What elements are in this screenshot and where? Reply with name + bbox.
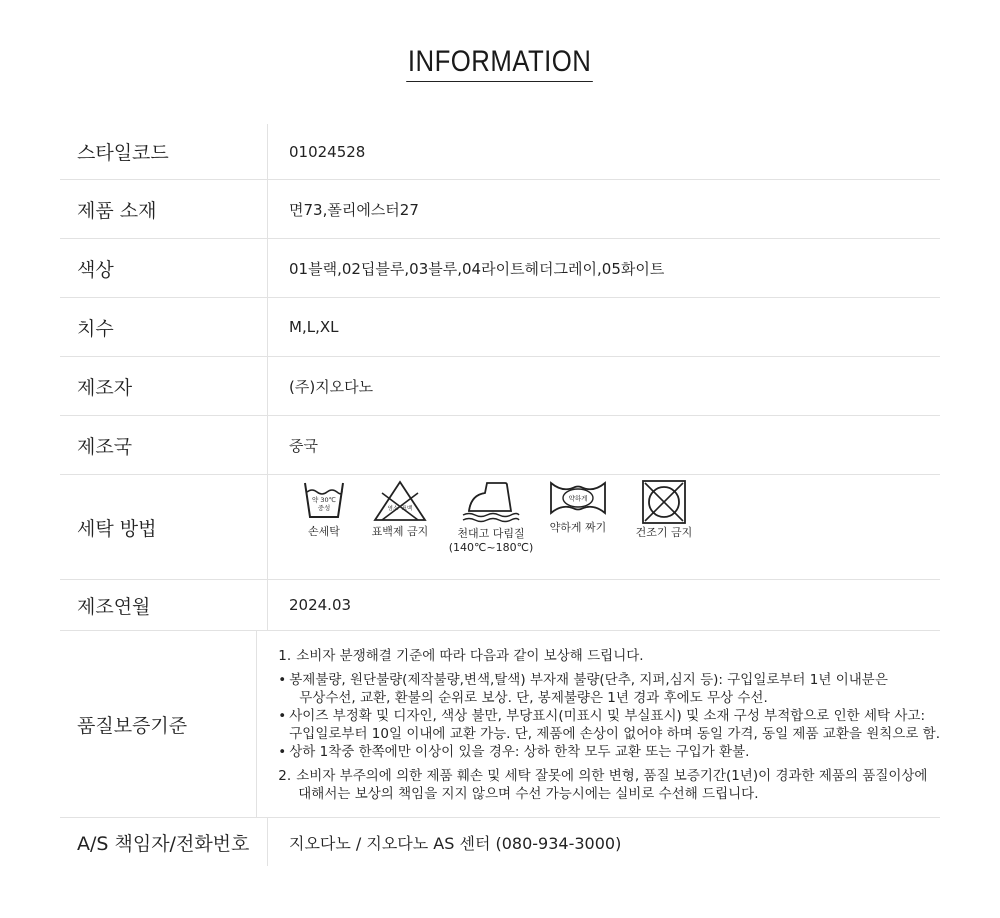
- wash-icons: [268, 475, 940, 579]
- row-material: [60, 180, 940, 239]
- info-table: [60, 124, 940, 866]
- row-color: [60, 239, 940, 298]
- row-label: 품질보증기준: [60, 631, 257, 817]
- row-country: [60, 416, 940, 475]
- wash-label: 손세탁: [308, 525, 340, 538]
- row-value: M,L,XL: [289, 318, 339, 336]
- row-value: (주)지오다노: [289, 377, 374, 396]
- quality-bullet-line: 무상수선, 교환, 환불의 순위로 보상. 단, 봉제불량은 1년 경과 후에도 무상 수선.: [299, 690, 768, 706]
- wash-item-no-dry: [632, 479, 696, 540]
- iron-cloth-icon: [461, 479, 521, 525]
- wash-inner-text: 중성: [317, 504, 331, 512]
- quality-bullet-line: • 상하 1착중 한쪽에만 이상이 있을 경우: 상하 한착 모두 교환 또는 구입가 환불.: [289, 744, 750, 760]
- quality-text: [257, 631, 940, 817]
- row-value: 지오다노 / 지오다노 AS 센터 (080-934-3000): [289, 833, 622, 853]
- wash-label: (140℃~180℃): [448, 541, 534, 554]
- row-date: [60, 580, 940, 631]
- wash-inner-text: 약 30℃: [312, 496, 336, 504]
- quality-item-2: [278, 767, 940, 803]
- row-label: 제조연월: [60, 580, 268, 630]
- quality-bullet-line: • 사이즈 부정확 및 디자인, 색상 불만, 부당표시(미표시 및 부실표시) 및 소재 구성 부적합으로 인한 세탁 사고:: [289, 708, 926, 724]
- quality-bullet-line: • 봉제불량, 원단불량(제작불량,변색,탈색) 부자재 불량(단추, 지퍼,심지 등): 구입일로부터 1년 이내분은: [289, 672, 888, 688]
- quality-item-number: 2.: [278, 768, 292, 784]
- row-label: 세탁 방법: [60, 475, 268, 579]
- wash-item-wring: [546, 479, 610, 535]
- quality-bullet: [278, 743, 940, 761]
- wash-label: 건조기 금지: [635, 526, 693, 539]
- page-title: INFORMATION: [407, 44, 594, 82]
- row-size: [60, 298, 940, 357]
- row-value: 2024.03: [289, 596, 352, 614]
- wash-item-iron: [450, 479, 532, 555]
- gentle-wring-icon: [547, 479, 609, 517]
- row-label: 색상: [60, 239, 268, 297]
- quality-item-1: [278, 647, 940, 665]
- row-as: [60, 818, 940, 866]
- quality-bullet: [278, 707, 940, 743]
- no-bleach-icon: [372, 479, 428, 523]
- quality-bullet: [278, 671, 940, 707]
- row-value: 면73,폴리에스터27: [289, 200, 419, 219]
- wash-inner-text: 표백: [401, 506, 413, 512]
- row-quality: [60, 631, 940, 818]
- hand-wash-icon: [302, 479, 346, 521]
- quality-item-text: 소비자 부주의에 의한 제품 훼손 및 세탁 잘못에 의한 변형, 품질 보증기간(1년)이 경과한 제품의 품질이상에: [296, 768, 928, 784]
- wash-item-hand-wash: [294, 479, 354, 539]
- row-value: 중국: [289, 436, 318, 455]
- wash-inner-text: 약하게: [568, 494, 588, 503]
- row-value: 01블랙,02딥블루,03블루,04라이트헤더그레이,05화이트: [289, 259, 665, 278]
- quality-bullet-line: 구입일로부터 10일 이내에 교환 가능. 단, 제품에 손상이 없어야 하며 동일 가격, 동일 제품 교환을 원칙으로 함.: [289, 726, 940, 742]
- wash-label: 약하게 짜기: [549, 521, 607, 534]
- wash-label: 천대고 다림질: [457, 527, 525, 540]
- quality-item-text: 대해서는 보상의 책임을 지지 않으며 수선 가능시에는 실비로 수선해 드립니다.: [298, 786, 759, 802]
- wash-item-no-bleach: [368, 479, 432, 539]
- row-style-code: [60, 124, 940, 180]
- wash-inner-text: 염소: [387, 506, 399, 512]
- row-washing: [60, 475, 940, 580]
- row-label: A/S 책임자/전화번호: [60, 818, 268, 866]
- row-label: 제조국: [60, 416, 268, 474]
- row-value: 01024528: [289, 142, 366, 161]
- quality-item-number: 1.: [278, 648, 292, 664]
- row-label: 제조자: [60, 357, 268, 415]
- row-label: 치수: [60, 298, 268, 356]
- quality-item-text: 소비자 분쟁해결 기준에 따라 다음과 같이 보상해 드립니다.: [296, 648, 644, 664]
- row-maker: [60, 357, 940, 416]
- title-wrap: [0, 44, 1000, 82]
- quality-bullets: [278, 671, 940, 761]
- no-tumble-dry-icon: [641, 479, 687, 525]
- row-label: 제품 소재: [60, 180, 268, 238]
- wash-label: 표백제 금지: [371, 525, 429, 538]
- row-label: 스타일코드: [60, 124, 268, 179]
